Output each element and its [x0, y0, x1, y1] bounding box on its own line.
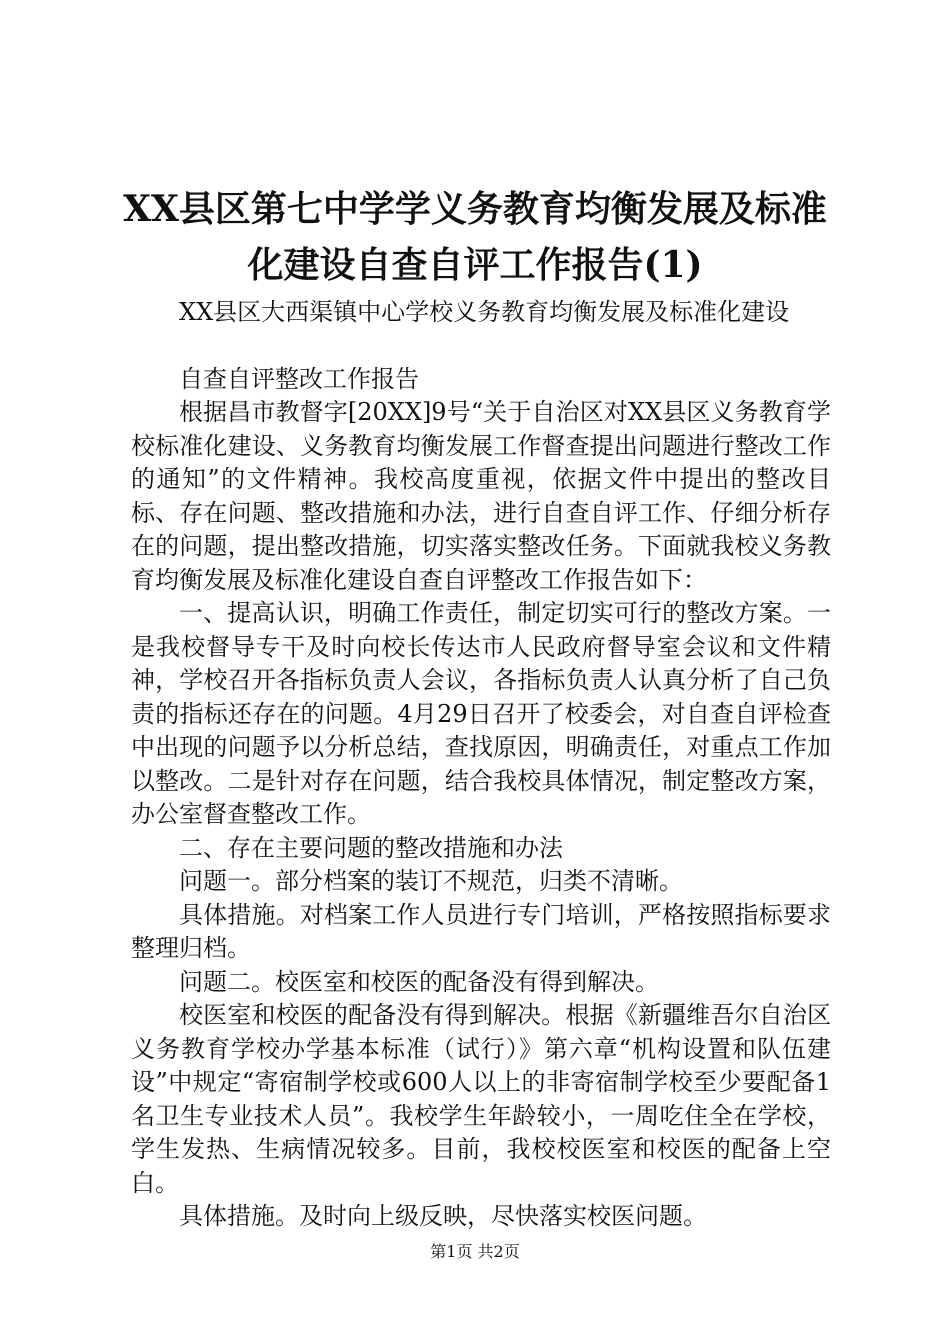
report-heading-paragraph: 自查自评整改工作报告 [179, 364, 419, 393]
measure-two-paragraph: 具体措施。及时向上级反映，尽快落实校医问题。 [179, 1202, 707, 1230]
intro-paragraph: 根据昌市教督字[20XX]9号“关于自治区对XX县区义务教育学校标准化建设、义务教育均衡发展工作督查提出问题进行整改工作的通知”的文件精神。我校高度重视，依据文件中提出的整改目标、存在问题、整改措施和办法，进行自查自评工作、仔细分析存在的问题，提出整改措施，切实落实整改任务。下面就我校义务教育均衡发展及标准化建设自查自评整改工作报告如下： [131, 398, 831, 594]
document-title-line-1: XX县区第七中学学义务教育均衡发展及标准 [123, 188, 827, 230]
section-two-heading: 二、存在主要问题的整改措施和办法 [179, 833, 563, 862]
section-one-paragraph: 一、提高认识，明确工作责任，制定切实可行的整改方案。一是我校督导专干及时向校长传达市人民政府督导室会议和文件精神，学校召开各指标负责人会议，各指标负责人认真分析了自己负责的指标还存在的问题。4月29日召开了校委会，对自查自评检查中出现的问题予以分析总结，查找原因，明确责任，对重点工作加以整改。二是针对存在问题，结合我校具体情况，制定整改方案，办公室督查整改工作。 [131, 599, 831, 828]
measure-one-paragraph: 具体措施。对档案工作人员进行专门培训，严格按照指标要求整理归档。 [131, 900, 831, 962]
document-body [131, 296, 831, 1234]
problem-two-detail-paragraph: 校医室和校医的配备没有得到解决。根据《新疆维吾尔自治区义务教育学校办学基本标准（试行）》第六章“机构设置和队伍建设”中规定“寄宿制学校或600人以上的非寄宿制学校至少要配备1名卫生专业技术人员”。我校学生年龄较小，一周吃住全在学校，学生发热、生病情况较多。目前，我校校医室和校医的配备上空白。 [131, 1001, 831, 1197]
page-footer: 第1页 共2页 [430, 1242, 520, 1261]
problem-two-paragraph: 问题二。校医室和校医的配备没有得到解决。 [179, 967, 659, 996]
subtitle-paragraph: XX县区大西渠镇中心学校义务教育均衡发展及标准化建设 [179, 298, 790, 326]
problem-one-paragraph: 问题一。部分档案的装订不规范，归类不清晰。 [179, 867, 683, 895]
document-title-line-2: 化建设自查自评工作报告(1) [247, 244, 703, 286]
